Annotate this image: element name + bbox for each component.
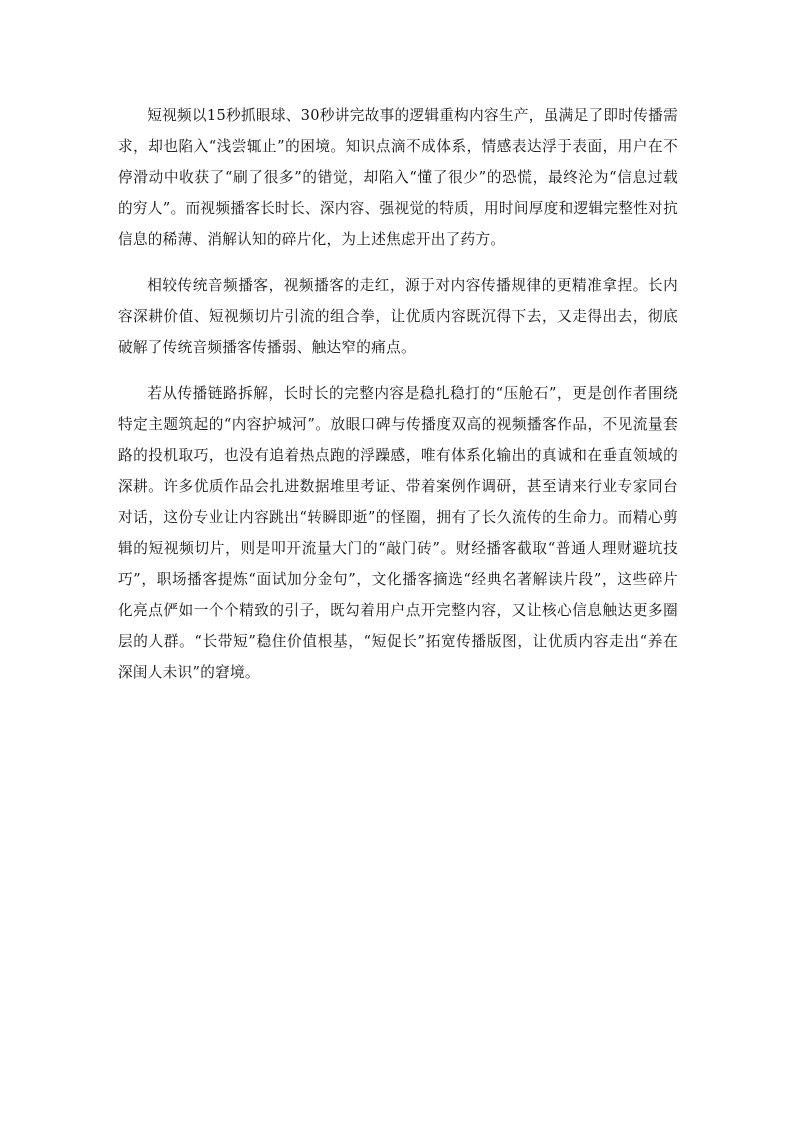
paragraph-2: 相较传统音频播客，视频播客的走红，源于对内容传播规律的更精准拿捏。长内容深耕价值、短视频切片引流的组合拳，让优质内容既沉得下去，又走得出去，彻底破解了传统音频播客传播弱、触达窄的痛点。 xyxy=(118,277,678,356)
paragraph-3: 若从传播链路拆解，长时长的完整内容是稳扎稳打的“压舱石”，更是创作者围绕特定主题筑起的“内容护城河”。放眼口碑与传播度双高的视频播客作品，不见流量套路的投机取巧，也没有追着热点跑的浮躁感，唯有体系化输出的真诚和在垂直领域的深耕。许多优质作品会扎进数据堆里考证、带着案例作调研，甚至请来行业专家同台对话，这份专业让内容跳出“转瞬即逝”的怪圈，拥有了长久流传的生命力。而精心剪辑的短视频切片，则是叩开流量大门的“敲门砖”。财经播客截取“普通人理财避坑技巧”，职场播客提炼“面试加分金句”，文化播客摘选“经典名著解读片段”，这些碎片化亮点俨如一个个精致的引子，既勾着用户点开完整内容，又让核心信息触达更多圈层的人群。“长带短”稳住价值根基，“短促长”拓宽传播版图，让优质内容走出“养在深闺人未识”的窘境。 xyxy=(118,385,678,681)
paragraph-1: 短视频以15秒抓眼球、30秒讲完故事的逻辑重构内容生产，虽满足了即时传播需求，却也陷入“浅尝辄止”的困境。知识点滴不成体系，情感表达浮于表面，用户在不停滑动中收获了“刷了很多”的错觉，却陷入“懂了很少”的恐慌，最终沦为“信息过载的穷人”。而视频播客长时长、深内容、强视觉的特质，用时间厚度和逻辑完整性对抗信息的稀薄、消解认知的碎片化，为上述焦虑开出了药方。 xyxy=(118,107,678,248)
article-body xyxy=(118,100,678,703)
